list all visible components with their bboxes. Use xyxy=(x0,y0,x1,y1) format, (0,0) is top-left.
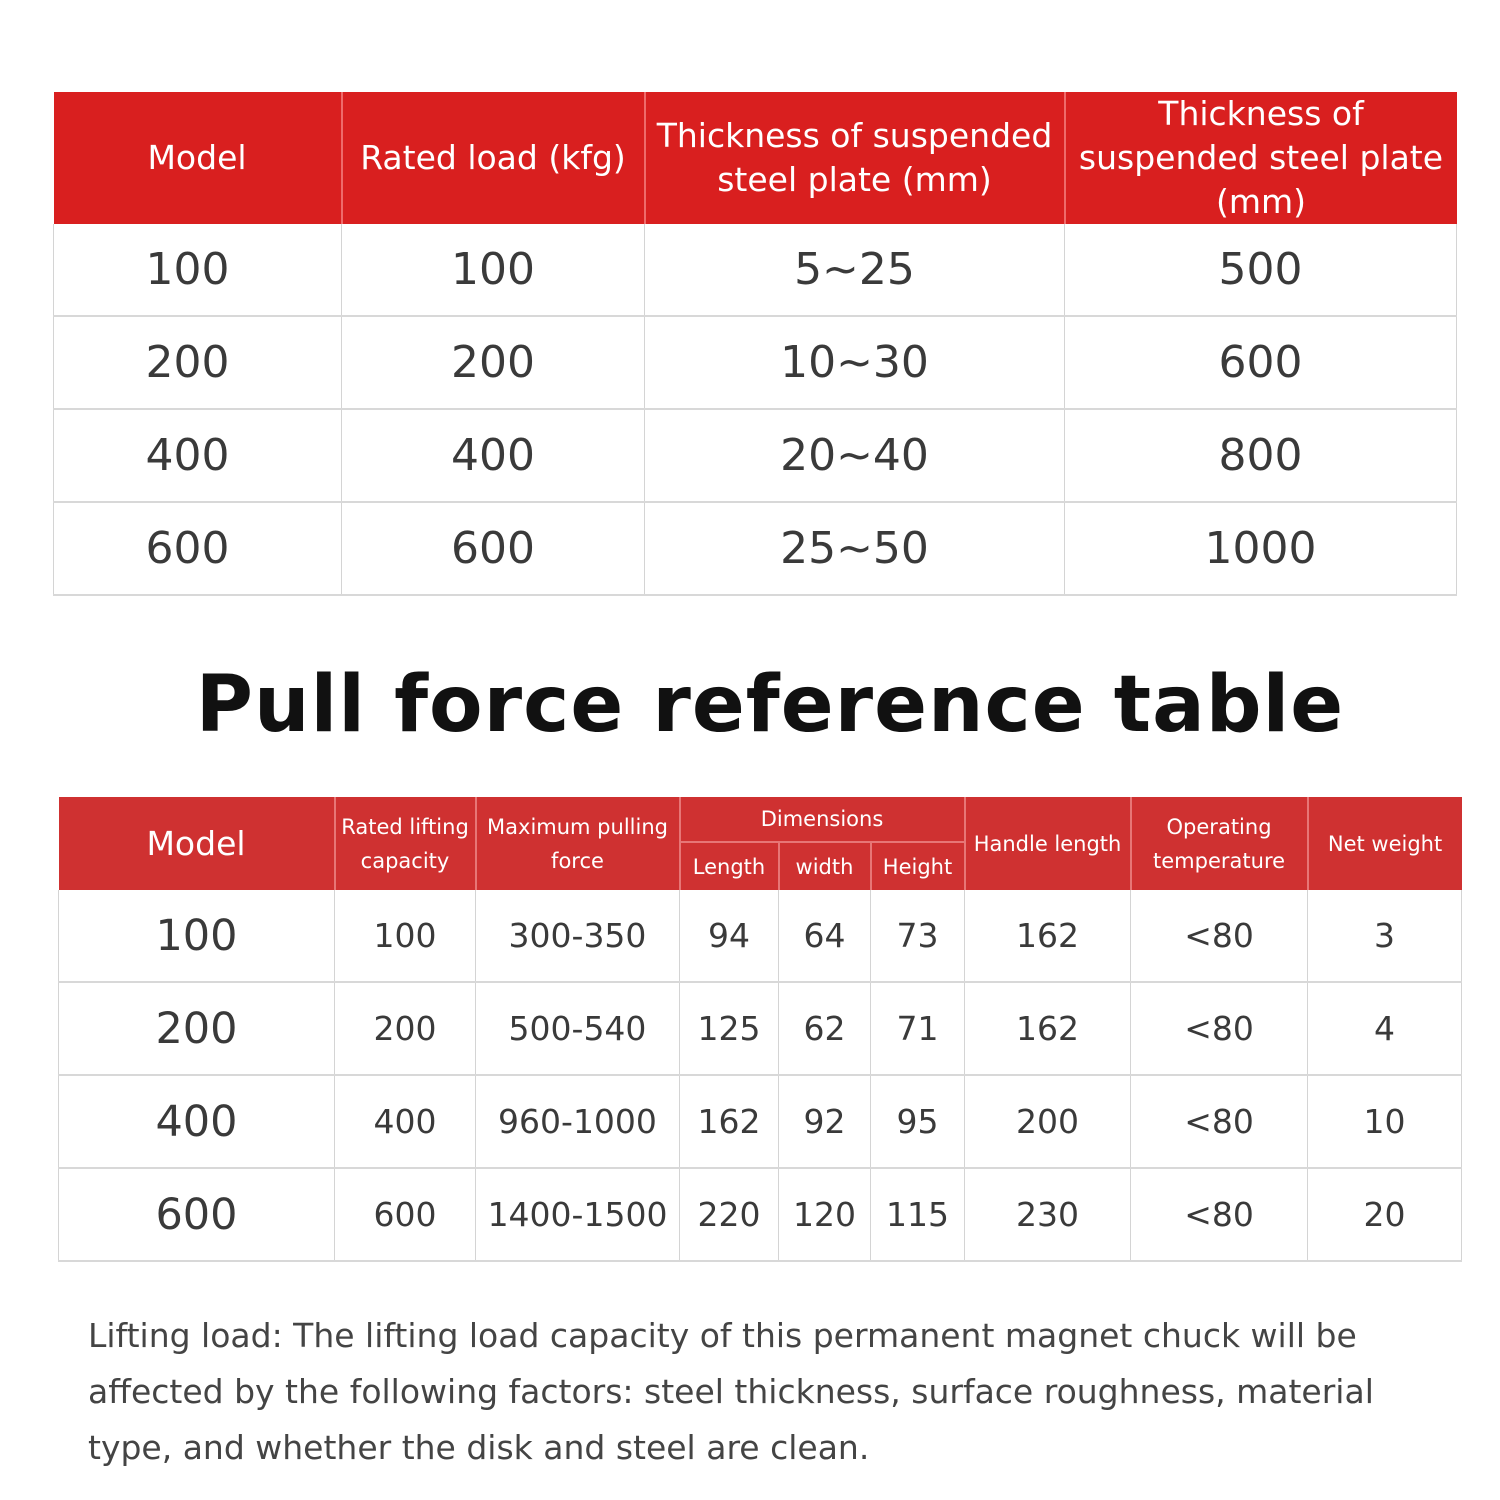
header-rated-load: Rated load (kfg) xyxy=(342,92,645,224)
cell-width: 92 xyxy=(779,1075,871,1168)
cell-height: 115 xyxy=(871,1168,965,1261)
cell-thickness: 10~30 xyxy=(645,316,1065,409)
header-maximum-pulling-force: Maximum pulling force xyxy=(476,797,680,890)
cell-thickness: 25~50 xyxy=(645,502,1065,595)
header-rated-lifting-capacity: Rated lifting capacity xyxy=(335,797,476,890)
cell-thickness-2: 1000 xyxy=(1065,502,1457,595)
cell-model: 400 xyxy=(54,409,342,502)
table-row xyxy=(54,316,1457,409)
cell-thickness: 20~40 xyxy=(645,409,1065,502)
cell-net-weight: 3 xyxy=(1308,890,1462,982)
table-row xyxy=(54,502,1457,595)
cell-pulling-force: 960-1000 xyxy=(476,1075,680,1168)
cell-model: 600 xyxy=(54,502,342,595)
cell-net-weight: 20 xyxy=(1308,1168,1462,1261)
cell-thickness-2: 800 xyxy=(1065,409,1457,502)
pull-force-table xyxy=(58,797,1462,1262)
cell-width: 120 xyxy=(779,1168,871,1261)
header-operating-temperature: Operating temperature xyxy=(1131,797,1308,890)
cell-length: 94 xyxy=(680,890,779,982)
cell-pulling-force: 500-540 xyxy=(476,982,680,1075)
table-row xyxy=(59,982,1462,1075)
header-plate-thickness-2: Thickness of suspended steel plate (mm) xyxy=(1065,92,1457,224)
header-width: width xyxy=(779,842,871,890)
header-dimensions: Dimensions xyxy=(680,797,965,842)
cell-rated-capacity: 100 xyxy=(335,890,476,982)
cell-pulling-force: 300-350 xyxy=(476,890,680,982)
cell-operating-temperature: <80 xyxy=(1131,1168,1308,1261)
model-load-table xyxy=(53,92,1457,596)
cell-width: 64 xyxy=(779,890,871,982)
header-height: Height xyxy=(871,842,965,890)
cell-pulling-force: 1400-1500 xyxy=(476,1168,680,1261)
page-title: Pull force reference table xyxy=(195,660,1345,750)
cell-handle-length: 162 xyxy=(965,982,1131,1075)
cell-handle-length: 200 xyxy=(965,1075,1131,1168)
cell-model: 100 xyxy=(54,224,342,316)
cell-rated-capacity: 600 xyxy=(335,1168,476,1261)
cell-model: 100 xyxy=(59,890,335,982)
header-plate-thickness: Thickness of suspended steel plate (mm) xyxy=(645,92,1065,224)
header-length: Length xyxy=(680,842,779,890)
cell-width: 62 xyxy=(779,982,871,1075)
cell-operating-temperature: <80 xyxy=(1131,890,1308,982)
cell-operating-temperature: <80 xyxy=(1131,1075,1308,1168)
cell-rated-capacity: 200 xyxy=(335,982,476,1075)
cell-rated-load: 600 xyxy=(342,502,645,595)
table-row xyxy=(54,409,1457,502)
cell-length: 125 xyxy=(680,982,779,1075)
table-row xyxy=(59,1075,1462,1168)
cell-rated-load: 400 xyxy=(342,409,645,502)
cell-height: 95 xyxy=(871,1075,965,1168)
table-row xyxy=(54,224,1457,316)
table-header-row xyxy=(59,797,1462,842)
cell-length: 162 xyxy=(680,1075,779,1168)
cell-handle-length: 162 xyxy=(965,890,1131,982)
lifting-load-note: Lifting load: The lifting load capacity of this permanent magnet chuck will be affected by the following factors: steel thickness, surface roughness, material type, and whether the disk and steel are clean. xyxy=(88,1316,1374,1467)
header-model: Model xyxy=(54,92,342,224)
cell-model: 400 xyxy=(59,1075,335,1168)
table-header-row xyxy=(54,92,1457,224)
cell-length: 220 xyxy=(680,1168,779,1261)
cell-model: 200 xyxy=(59,982,335,1075)
cell-thickness-2: 500 xyxy=(1065,224,1457,316)
cell-height: 73 xyxy=(871,890,965,982)
cell-rated-load: 100 xyxy=(342,224,645,316)
cell-model: 200 xyxy=(54,316,342,409)
table-row xyxy=(59,1168,1462,1261)
cell-height: 71 xyxy=(871,982,965,1075)
header-handle-length: Handle length xyxy=(965,797,1131,890)
cell-rated-load: 200 xyxy=(342,316,645,409)
table-row xyxy=(59,890,1462,982)
cell-model: 600 xyxy=(59,1168,335,1261)
cell-thickness-2: 600 xyxy=(1065,316,1457,409)
cell-rated-capacity: 400 xyxy=(335,1075,476,1168)
cell-net-weight: 4 xyxy=(1308,982,1462,1075)
cell-handle-length: 230 xyxy=(965,1168,1131,1261)
cell-operating-temperature: <80 xyxy=(1131,982,1308,1075)
cell-net-weight: 10 xyxy=(1308,1075,1462,1168)
header-model: Model xyxy=(59,797,335,890)
cell-thickness: 5~25 xyxy=(645,224,1065,316)
header-net-weight: Net weight xyxy=(1308,797,1462,890)
